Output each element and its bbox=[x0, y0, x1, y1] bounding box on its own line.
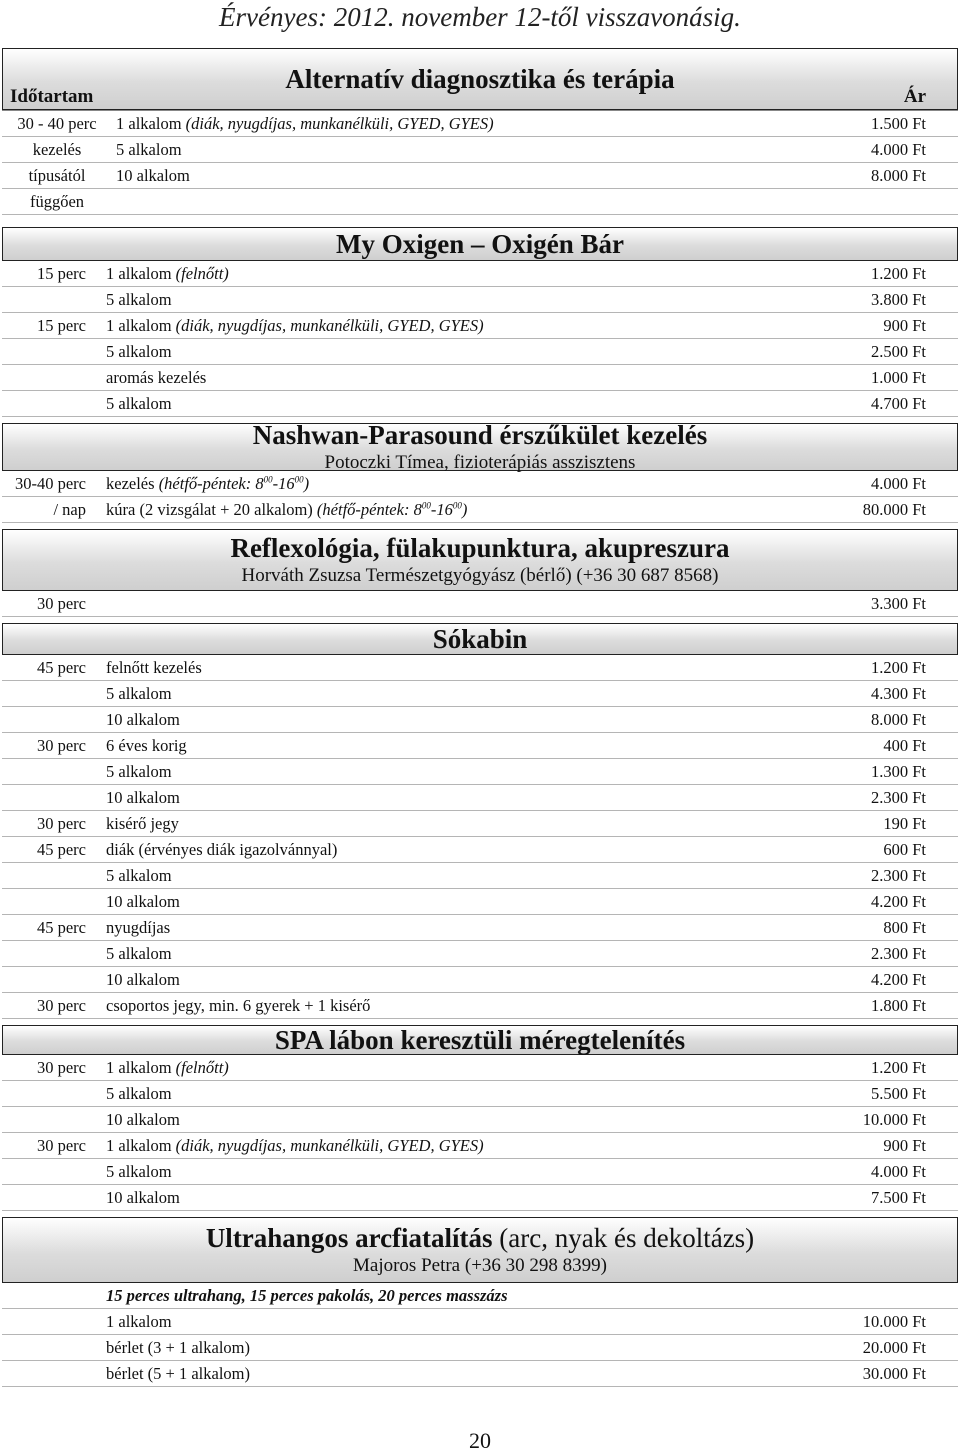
description-cell bbox=[112, 140, 718, 160]
duration-cell: / nap bbox=[53, 499, 86, 519]
description-note bbox=[176, 264, 229, 283]
price-cell: 900 Ft bbox=[883, 315, 926, 335]
note-text: (diák, nyugdíjas, munkanélküli, GYED, GYES) bbox=[175, 1135, 484, 1155]
table-row bbox=[2, 863, 958, 889]
description-note bbox=[176, 1136, 484, 1155]
description-cell bbox=[102, 892, 718, 912]
time-mid: -16 bbox=[272, 473, 295, 493]
description-text: 1 alkalom bbox=[106, 315, 172, 335]
section-header bbox=[2, 1217, 958, 1283]
description-cell bbox=[102, 368, 718, 388]
table-row bbox=[2, 1133, 958, 1159]
duration-cell: 15 perc bbox=[36, 315, 86, 335]
price-cell: 8.000 Ft bbox=[870, 165, 926, 185]
time-sup: 00 bbox=[452, 500, 462, 510]
description-cell bbox=[102, 970, 718, 990]
price-header: Ár bbox=[903, 86, 926, 107]
table-row bbox=[2, 889, 958, 915]
table-row bbox=[2, 365, 958, 391]
description-cell bbox=[102, 394, 718, 414]
section-title-text: SPA lábon keresztüli méregtelenítés bbox=[274, 1025, 686, 1055]
description-text: 10 alkalom bbox=[106, 1109, 180, 1129]
price-cell: 10.000 Ft bbox=[862, 1311, 926, 1331]
section-subtitle: Majoros Petra (+36 30 298 8399) bbox=[353, 1255, 607, 1276]
duration-cell: 30-40 perc bbox=[14, 473, 86, 493]
time-sup: 00 bbox=[263, 474, 273, 484]
section-header bbox=[2, 1025, 958, 1055]
table-row bbox=[2, 471, 958, 497]
price-cell: 4.200 Ft bbox=[870, 891, 926, 911]
section bbox=[0, 227, 960, 417]
description-cell bbox=[102, 290, 718, 310]
duration-cell: kezelés bbox=[32, 139, 82, 159]
table-row bbox=[2, 1335, 958, 1361]
note-text: (hétfő-péntek: 8 bbox=[316, 499, 422, 519]
section-title-text: Ultrahangos arcfiatalítás bbox=[205, 1223, 493, 1253]
description-cell bbox=[102, 710, 718, 730]
description-text: 1 alkalom bbox=[106, 1311, 172, 1331]
table-row bbox=[2, 391, 958, 417]
description-cell bbox=[102, 1162, 718, 1182]
description-cell bbox=[102, 1058, 718, 1078]
table-row bbox=[2, 655, 958, 681]
description-note bbox=[186, 114, 494, 133]
table-row bbox=[2, 941, 958, 967]
table-row bbox=[2, 591, 958, 617]
description-text: 1 alkalom bbox=[116, 113, 182, 133]
table-row bbox=[2, 1107, 958, 1133]
table-row bbox=[2, 137, 958, 163]
price-cell: 900 Ft bbox=[883, 1135, 926, 1155]
table-row bbox=[2, 1185, 958, 1211]
description-cell bbox=[102, 264, 718, 284]
table-row bbox=[2, 163, 958, 189]
section-title bbox=[3, 623, 957, 655]
table-row bbox=[2, 1159, 958, 1185]
table-row bbox=[2, 1361, 958, 1387]
price-cell: 1.800 Ft bbox=[870, 995, 926, 1015]
price-cell: 1.200 Ft bbox=[870, 657, 926, 677]
description-text: 10 alkalom bbox=[106, 1187, 180, 1207]
description-cell bbox=[102, 918, 718, 938]
time-sup: 00 bbox=[294, 474, 304, 484]
table-row bbox=[2, 993, 958, 1019]
description-text: kúra (2 vizsgálat + 20 alkalom) bbox=[106, 499, 313, 519]
description-cell bbox=[102, 1312, 718, 1332]
column-header-row bbox=[2, 84, 958, 110]
table-row bbox=[2, 785, 958, 811]
note-text: (diák, nyugdíjas, munkanélküli, GYED, GYES) bbox=[185, 113, 494, 133]
section-title-text: Sókabin bbox=[432, 624, 528, 654]
price-cell: 400 Ft bbox=[883, 735, 926, 755]
table-row bbox=[2, 759, 958, 785]
description-note bbox=[317, 500, 467, 519]
duration-cell: 15 perc bbox=[36, 263, 86, 283]
duration-cell: 30 perc bbox=[36, 735, 86, 755]
price-cell: 4.000 Ft bbox=[870, 473, 926, 493]
validity-note: Érvényes: 2012. november 12-től visszavonásig. bbox=[219, 2, 741, 32]
page-number: 20 bbox=[469, 1428, 491, 1453]
description-cell bbox=[102, 684, 718, 704]
section-title bbox=[3, 532, 957, 564]
description-text: kisérő jegy bbox=[106, 813, 179, 833]
time-end: ) bbox=[461, 499, 468, 519]
section-header bbox=[2, 529, 958, 591]
price-cell: 190 Ft bbox=[883, 813, 926, 833]
description-text: 5 alkalom bbox=[116, 139, 182, 159]
duration-cell: függően bbox=[29, 191, 85, 211]
description-cell bbox=[102, 1188, 718, 1208]
description-cell bbox=[102, 736, 718, 756]
duration-cell: 45 perc bbox=[36, 839, 86, 859]
description-text: 10 alkalom bbox=[106, 787, 180, 807]
table-row bbox=[2, 707, 958, 733]
duration-cell: 30 perc bbox=[36, 813, 86, 833]
description-cell bbox=[102, 996, 718, 1016]
section bbox=[0, 623, 960, 1019]
section-header bbox=[2, 623, 958, 655]
price-cell: 600 Ft bbox=[883, 839, 926, 859]
price-cell: 4.700 Ft bbox=[870, 393, 926, 413]
description-cell bbox=[112, 114, 718, 134]
description-cell bbox=[102, 658, 718, 678]
note-text: (diák, nyugdíjas, munkanélküli, GYED, GYES) bbox=[175, 315, 484, 335]
description-cell bbox=[102, 1084, 718, 1104]
table-row bbox=[2, 915, 958, 941]
description-text: 5 alkalom bbox=[106, 761, 172, 781]
price-cell: 2.500 Ft bbox=[870, 341, 926, 361]
time-mid: -16 bbox=[430, 499, 453, 519]
description-cell bbox=[102, 1136, 718, 1156]
description-text: 5 alkalom bbox=[106, 1161, 172, 1181]
price-cell: 800 Ft bbox=[883, 917, 926, 937]
description-text: 5 alkalom bbox=[106, 865, 172, 885]
section-header bbox=[2, 420, 958, 473]
duration-cell: 30 perc bbox=[36, 1135, 86, 1155]
time-sup: 00 bbox=[421, 500, 431, 510]
duration-cell: típusától bbox=[28, 165, 86, 185]
description-cell bbox=[102, 840, 718, 860]
note-text: (hétfő-péntek: 8 bbox=[158, 473, 264, 493]
description-text: 6 éves korig bbox=[106, 735, 187, 755]
note-text: (felnőtt) bbox=[175, 263, 229, 283]
description-text: aromás kezelés bbox=[106, 367, 207, 387]
price-cell: 4.200 Ft bbox=[870, 969, 926, 989]
price-cell: 1.500 Ft bbox=[870, 113, 926, 133]
duration-cell: 30 - 40 perc bbox=[17, 113, 97, 133]
duration-cell: 30 perc bbox=[36, 593, 86, 613]
description-text: 5 alkalom bbox=[106, 943, 172, 963]
section-title-text: Reflexológia, fülakupunktura, akupreszura bbox=[230, 533, 730, 563]
table-row bbox=[2, 681, 958, 707]
description-text: 5 alkalom bbox=[106, 393, 172, 413]
section-subtitle: Horváth Zsuzsa Természetgyógyász (bérlő) (+36 30 687 8568) bbox=[241, 565, 719, 586]
description-text: felnőtt kezelés bbox=[106, 657, 202, 677]
duration-cell: 30 perc bbox=[36, 995, 86, 1015]
intro-text: 15 perces ultrahang, 15 perces pakolás, 20 perces masszázs bbox=[106, 1285, 508, 1305]
table-row bbox=[2, 287, 958, 313]
table-row bbox=[2, 261, 958, 287]
price-cell: 8.000 Ft bbox=[870, 709, 926, 729]
description-text: kezelés bbox=[106, 473, 155, 493]
time-end: ) bbox=[303, 473, 310, 493]
section-title bbox=[3, 419, 957, 451]
price-cell: 1.300 Ft bbox=[870, 761, 926, 781]
note-text: (felnőtt) bbox=[175, 1057, 229, 1077]
table-row bbox=[2, 1081, 958, 1107]
section-header bbox=[2, 227, 958, 261]
description-text: 5 alkalom bbox=[106, 1083, 172, 1103]
section-title-extra: (arc, nyak és dekoltázs) bbox=[499, 1223, 755, 1253]
table-row bbox=[2, 497, 958, 523]
price-cell: 4.000 Ft bbox=[870, 139, 926, 159]
description-text: 5 alkalom bbox=[106, 289, 172, 309]
description-cell bbox=[102, 866, 718, 886]
description-text: bérlet (3 + 1 alkalom) bbox=[106, 1337, 251, 1357]
price-cell: 30.000 Ft bbox=[862, 1363, 926, 1383]
section-title bbox=[3, 228, 957, 260]
section bbox=[0, 48, 960, 215]
price-cell: 2.300 Ft bbox=[870, 865, 926, 885]
price-cell: 1.000 Ft bbox=[870, 367, 926, 387]
table-row bbox=[2, 811, 958, 837]
table-row bbox=[2, 1055, 958, 1081]
table-row bbox=[2, 1309, 958, 1335]
price-cell: 10.000 Ft bbox=[862, 1109, 926, 1129]
section-title bbox=[3, 1222, 957, 1254]
section bbox=[0, 1025, 960, 1211]
description-cell bbox=[112, 166, 718, 186]
table-row bbox=[2, 837, 958, 863]
duration-cell: 45 perc bbox=[36, 917, 86, 937]
description-note bbox=[159, 474, 309, 493]
section-title-text: Alternatív diagnosztika és terápia bbox=[285, 64, 675, 94]
description-cell bbox=[102, 316, 718, 336]
description-cell bbox=[102, 788, 718, 808]
intro-row bbox=[2, 1283, 958, 1309]
price-cell: 5.500 Ft bbox=[870, 1083, 926, 1103]
table-row bbox=[2, 111, 958, 137]
duration-header: Időtartam bbox=[10, 86, 94, 107]
price-cell: 1.200 Ft bbox=[870, 263, 926, 283]
section-subtitle: Potoczki Tímea, fizioterápiás asszisztens bbox=[324, 452, 636, 473]
price-cell: 20.000 Ft bbox=[862, 1337, 926, 1357]
price-cell: 4.000 Ft bbox=[870, 1161, 926, 1181]
description-text: 1 alkalom bbox=[106, 263, 172, 283]
description-cell bbox=[102, 944, 718, 964]
description-cell bbox=[102, 1364, 718, 1384]
price-cell: 2.300 Ft bbox=[870, 787, 926, 807]
description-cell bbox=[102, 814, 718, 834]
table-row bbox=[2, 339, 958, 365]
duration-cell: 45 perc bbox=[36, 657, 86, 677]
description-note bbox=[176, 1058, 229, 1077]
description-text: 10 alkalom bbox=[106, 709, 180, 729]
description-text: diák (érvényes diák igazolvánnyal) bbox=[106, 839, 338, 859]
description-cell bbox=[102, 762, 718, 782]
price-cell: 80.000 Ft bbox=[862, 499, 926, 519]
description-text: 10 alkalom bbox=[106, 891, 180, 911]
description-cell bbox=[102, 1110, 718, 1130]
section-title-text: Nashwan-Parasound érszűkület kezelés bbox=[252, 420, 708, 450]
description-note bbox=[176, 316, 484, 335]
description-text: bérlet (5 + 1 alkalom) bbox=[106, 1363, 251, 1383]
price-cell: 3.800 Ft bbox=[870, 289, 926, 309]
description-cell bbox=[102, 342, 718, 362]
price-list bbox=[0, 48, 960, 1387]
price-cell: 7.500 Ft bbox=[870, 1187, 926, 1207]
price-cell: 3.300 Ft bbox=[870, 593, 926, 613]
duration-cell: 30 perc bbox=[36, 1057, 86, 1077]
description-text: nyugdíjas bbox=[106, 917, 171, 937]
description-text: 10 alkalom bbox=[116, 165, 190, 185]
description-text: 5 alkalom bbox=[106, 341, 172, 361]
table-row bbox=[2, 313, 958, 339]
description-text: csoportos jegy, min. 6 gyerek + 1 kisérő bbox=[106, 995, 371, 1015]
table-row bbox=[2, 967, 958, 993]
description-cell bbox=[102, 474, 718, 494]
description-text: 1 alkalom bbox=[106, 1135, 172, 1155]
description-text: 10 alkalom bbox=[106, 969, 180, 989]
section bbox=[0, 1217, 960, 1387]
description-cell bbox=[102, 500, 718, 520]
description-cell bbox=[102, 1338, 718, 1358]
price-cell: 1.200 Ft bbox=[870, 1057, 926, 1077]
description-text: 1 alkalom bbox=[106, 1057, 172, 1077]
section-title-text: My Oxigen – Oxigén Bár bbox=[336, 229, 624, 259]
section-title bbox=[3, 1024, 957, 1056]
table-row bbox=[2, 733, 958, 759]
price-cell: 4.300 Ft bbox=[870, 683, 926, 703]
price-cell: 2.300 Ft bbox=[870, 943, 926, 963]
section bbox=[0, 529, 960, 617]
table-row bbox=[2, 189, 958, 215]
section bbox=[0, 420, 960, 523]
description-text: 5 alkalom bbox=[106, 683, 172, 703]
